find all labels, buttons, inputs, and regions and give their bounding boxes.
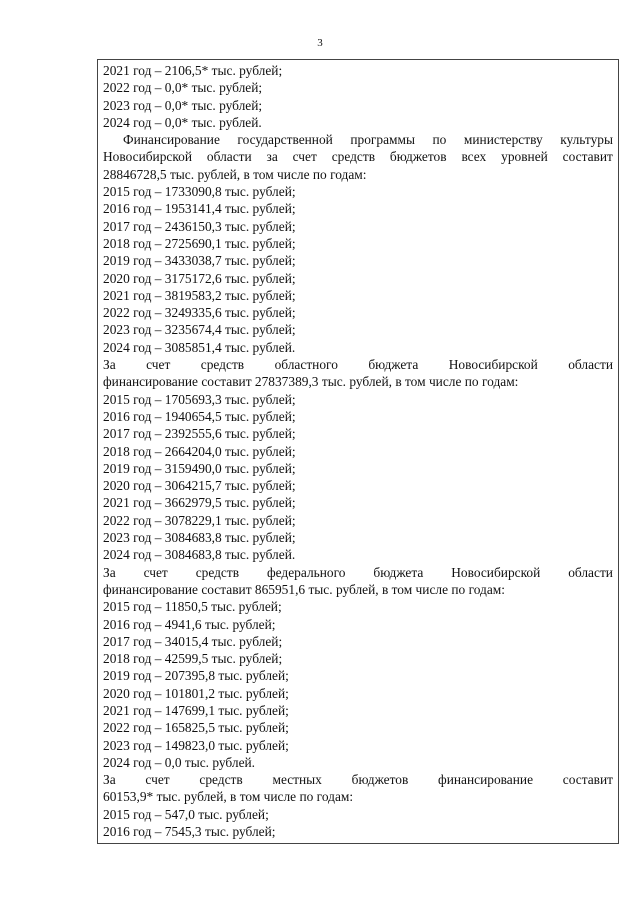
- paragraph-line: [103, 771, 613, 788]
- word: всех: [461, 149, 487, 165]
- word: по: [432, 132, 447, 148]
- word: Новосибирской: [103, 149, 193, 165]
- word: министерству: [463, 132, 543, 148]
- text-line: 2019 год – 3159490,0 тыс. рублей;: [103, 460, 296, 476]
- text-line: 2018 год – 42599,5 тыс. рублей;: [103, 651, 283, 667]
- paragraph-line: [103, 148, 613, 165]
- text-line: 2021 год – 2106,5* тыс. рублей;: [103, 63, 283, 78]
- word: средств: [195, 564, 240, 580]
- paragraph-line: 28846728,5 тыс. рублей, в том числе по годам:: [103, 166, 367, 182]
- text-line: 2019 год – 3433038,7 тыс. рублей;: [103, 253, 296, 269]
- text-line: 2024 год – 3084683,8 тыс. рублей.: [103, 547, 296, 563]
- text-line: 2023 год – 3084683,8 тыс. рублей;: [103, 530, 296, 546]
- text-line: 2024 год – 0,0 тыс. рублей.: [103, 754, 256, 770]
- text-line: 2017 год – 2436150,3 тыс. рублей;: [103, 218, 296, 234]
- text-line: 2024 год – 0,0* тыс. рублей.: [103, 114, 262, 130]
- word: составит: [562, 772, 613, 788]
- word: области: [206, 149, 252, 165]
- paragraph-line: [103, 564, 613, 581]
- paragraph-line: [103, 356, 613, 373]
- word: культуры: [560, 132, 613, 148]
- word: счет: [143, 564, 168, 580]
- word: Новосибирской: [448, 357, 538, 373]
- word: Финансирование: [123, 132, 220, 148]
- word: бюджета: [373, 564, 424, 580]
- word: За: [103, 564, 116, 580]
- text-line: 2022 год – 165825,5 тыс. рублей;: [103, 720, 289, 736]
- word: федерального: [266, 564, 346, 580]
- page-number: 3: [317, 37, 323, 49]
- text-line: 2020 год – 3175172,6 тыс. рублей;: [103, 270, 296, 286]
- word: государственной: [237, 132, 333, 148]
- text-line: 2015 год – 11850,5 тыс. рублей;: [103, 599, 282, 615]
- text-line: 2016 год – 4941,6 тыс. рублей;: [103, 616, 276, 632]
- document-body: [103, 62, 613, 840]
- text-line: 2018 год – 2664204,0 тыс. рублей;: [103, 443, 296, 459]
- word: бюджета: [368, 357, 419, 373]
- word: за: [266, 149, 278, 165]
- text-line: 2016 год – 1940654,5 тыс. рублей;: [103, 408, 296, 424]
- paragraph-line: финансирование составит 27837389,3 тыс. рублей, в том числе по годам:: [103, 374, 519, 390]
- word: За: [103, 772, 116, 788]
- paragraph-line: финансирование составит 865951,6 тыс. рублей, в том числе по годам:: [103, 581, 505, 597]
- text-line: 2018 год – 2725690,1 тыс. рублей;: [103, 235, 296, 251]
- text-line: 2015 год – 547,0 тыс. рублей;: [103, 806, 269, 822]
- word: области: [568, 357, 613, 373]
- text-line: 2015 год – 1705693,3 тыс. рублей;: [103, 391, 296, 407]
- text-line: 2020 год – 3064215,7 тыс. рублей;: [103, 478, 296, 494]
- word: счет: [145, 772, 170, 788]
- text-line: 2022 год – 0,0* тыс. рублей;: [103, 80, 263, 96]
- text-line: 2019 год – 207395,8 тыс. рублей;: [103, 668, 289, 684]
- word: уровней: [501, 149, 548, 165]
- text-line: 2021 год – 3662979,5 тыс. рублей;: [103, 495, 296, 511]
- word: области: [568, 564, 613, 580]
- word: Новосибирской: [451, 564, 541, 580]
- text-line: 2017 год – 2392555,6 тыс. рублей;: [103, 426, 296, 442]
- text-line: 2016 год – 7545,3 тыс. рублей;: [103, 824, 276, 840]
- word: финансирование: [438, 772, 534, 788]
- word: средств: [200, 357, 245, 373]
- text-line: 2016 год – 1953141,4 тыс. рублей;: [103, 201, 296, 217]
- word: средств: [199, 772, 243, 788]
- word: средств: [331, 149, 376, 165]
- word: составит: [562, 149, 613, 165]
- word: За: [103, 357, 116, 373]
- text-line: 2024 год – 3085851,4 тыс. рублей.: [103, 339, 296, 355]
- word: местных: [272, 772, 322, 788]
- paragraph-line: 60153,9* тыс. рублей, в том числе по годам:: [103, 789, 354, 805]
- word: бюджетов: [351, 772, 409, 788]
- text-line: 2023 год – 0,0* тыс. рублей;: [103, 97, 263, 113]
- word: счет: [292, 149, 317, 165]
- text-line: 2022 год – 3249335,6 тыс. рублей;: [103, 305, 296, 321]
- word: программы: [350, 132, 415, 148]
- word: областного: [274, 357, 338, 373]
- word: счет: [146, 357, 171, 373]
- text-line: 2023 год – 149823,0 тыс. рублей;: [103, 737, 289, 753]
- word: бюджетов: [389, 149, 447, 165]
- text-line: 2021 год – 147699,1 тыс. рублей;: [103, 702, 289, 718]
- text-line: 2021 год – 3819583,2 тыс. рублей;: [103, 287, 296, 303]
- text-line: 2020 год – 101801,2 тыс. рублей;: [103, 685, 289, 701]
- text-line: 2015 год – 1733090,8 тыс. рублей;: [103, 184, 296, 200]
- text-line: 2022 год – 3078229,1 тыс. рублей;: [103, 512, 296, 528]
- text-line: 2017 год – 34015,4 тыс. рублей;: [103, 633, 283, 649]
- text-line: 2023 год – 3235674,4 тыс. рублей;: [103, 322, 296, 338]
- paragraph-line: [103, 131, 613, 148]
